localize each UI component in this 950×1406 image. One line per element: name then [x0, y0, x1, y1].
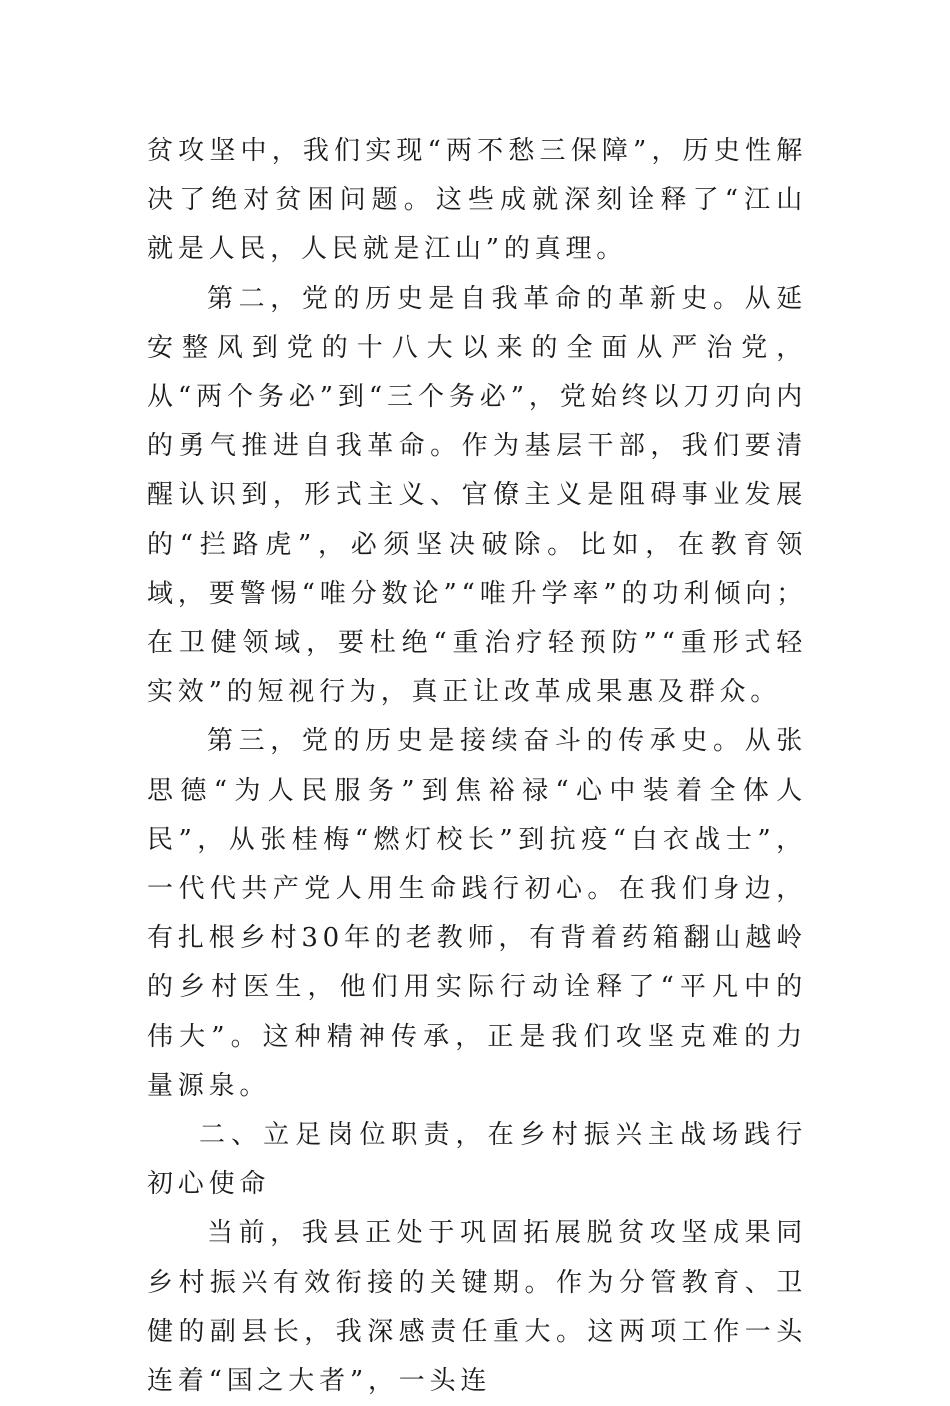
section-heading: 二、立足岗位职责，在乡村振兴主战场践行初心使命 [147, 1120, 807, 1200]
paragraph-rural-revitalization: 当前，我县正处于巩固拓展脱贫攻坚成果同乡村振兴有效衔接的关键期。作为分管教育、卫健的副县长，我深感责任重大。这两项工作一头连着“国之大者”，一头连 [147, 1218, 807, 1397]
paragraph-party-inheritance: 第三，党的历史是接续奋斗的传承史。从张思德“为人民服务”到焦裕禄“心中装着全体人民”，从张桂梅“燃灯校长”到抗疫“白衣战士”，一代代共产党人用生命践行初心。在我们身边，有扎根乡村30年的老教师，有背着药箱翻山越岭的乡村医生，他们用实际行动诠释了“平凡中的伟大”。这种精神传承，正是我们攻坚克难的力量源泉。 [147, 726, 807, 1101]
paragraph-party-self-revolution: 第二，党的历史是自我革命的革新史。从延安整风到党的十八大以来的全面从严治党，从“两个务必”到“三个务必”，党始终以刀刃向内的勇气推进自我革命。作为基层干部，我们要清醒认识到，形式主义、官僚主义是阻碍事业发展的“拦路虎”，必须坚决破除。比如，在教育领域，要警惕“唯分数论”“唯升学率”的功利倾向；在卫健领域，要杜绝“重治疗轻预防”“重形式轻实效”的短视行为，真正让改革成果惠及群众。 [147, 283, 807, 708]
paragraph-continuation: 贫攻坚中，我们实现“两不愁三保障”，历史性解决了绝对贫困问题。这些成就深刻诠释了“江山就是人民，人民就是江山”的真理。 [147, 136, 807, 265]
document-body [147, 127, 807, 1406]
